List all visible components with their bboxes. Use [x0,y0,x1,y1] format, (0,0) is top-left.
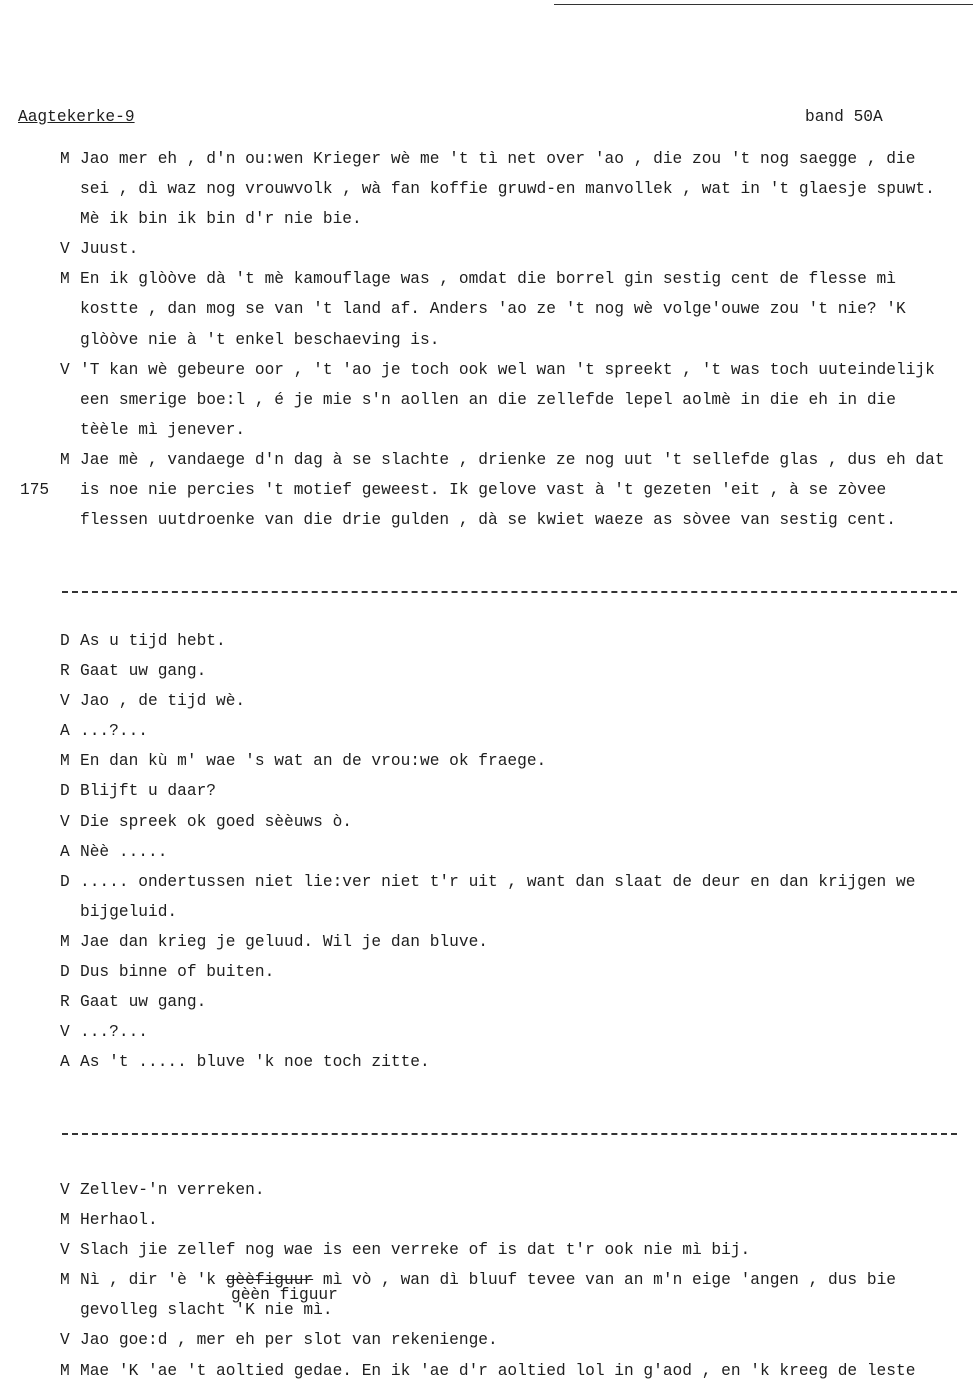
transcript-line [0,1209,973,1239]
transcript-section-3 [0,1179,973,1390]
transcript-line [0,419,973,449]
utterance-text: ...?... [80,722,148,741]
transcript-line [0,389,973,419]
speaker-label: M [60,150,70,168]
section-divider [62,591,957,593]
band-label: band 50A [805,108,883,126]
section-divider [62,1133,957,1135]
utterance-text: Herhaol. [80,1211,158,1230]
speaker-label: M [60,1361,70,1380]
transcript-line [0,841,973,871]
utterance-text: Gaat uw gang. [80,662,207,681]
utterance-text: Jao mer eh , d'n ou:wen Krieger wè me 't tì net over 'ao , die zou 't nog saegge , die [80,150,916,168]
utterance-text: Slach jie zellef nog wae is een verreke of is dat t'r ook nie mì bij. [80,1241,751,1260]
transcript-line [0,449,973,479]
transcript-line [0,1299,973,1329]
transcript-line [0,1051,973,1081]
transcript-line [0,238,973,268]
transcript-line [0,811,973,841]
utterance-text: Jae dan krieg je geluud. Wil je dan bluve. [80,932,488,951]
utterance-text: glòòve nie à 't enkel beschaeving is. [80,330,440,349]
speaker-label: D [60,872,70,891]
page-header [0,108,973,130]
transcript-line [0,720,973,750]
utterance-text: Mè ik bin ik bin d'r nie bie. [80,210,362,229]
utterance-text: gevolleg slacht 'K nie mì. [80,1301,333,1320]
transcript-line [0,1269,973,1299]
speaker-label: V [60,1241,70,1260]
transcript-line [0,1179,973,1209]
utterance-text: Jae mè , vandaege d'n dag à se slachte , drienke ze nog uut 't sellefde glas , dus eh dat [80,450,945,469]
utterance-text: kostte , dan mog se van 't land af. Anders 'ao ze 't nog wè volge'ouwe zou 't nie? 'K [80,300,906,319]
utterance-text: tèèle mì jenever. [80,420,246,439]
speaker-label: R [60,662,70,681]
transcript-line [0,268,973,298]
speaker-label: D [60,963,70,982]
utterance-text [80,1269,896,1291]
transcript-line [0,690,973,720]
transcript-line [0,1329,973,1359]
transcript-line [0,509,973,539]
transcript-line [0,630,973,660]
struck-text: gèèfiguur [225,1271,314,1290]
speaker-label: V [60,240,70,259]
transcript-section-1 [0,148,973,539]
speaker-label: M [60,1211,70,1230]
speaker-label: V [60,1181,70,1199]
speaker-label: A [60,722,70,741]
utterance-text: Zellev-'n verreken. [80,1181,265,1199]
transcript-line [0,931,973,961]
transcript-line [0,901,973,931]
transcript-line [0,991,973,1021]
utterance-text: En ik glòòve dà 't mè kamouflage was , omdat die borrel gin sestig cent de flesse mì [80,270,896,289]
speaker-label: D [60,632,70,650]
speaker-label: M [60,1271,70,1290]
utterance-text: Dus binne of buiten. [80,963,275,982]
transcript-line [0,359,973,389]
speaker-label: M [60,932,70,951]
transcript-section-2 [0,630,973,1081]
utterance-text-part: mì vò , wan dì bluuf tevee van an m'n eige 'angen , dus bie [313,1271,897,1290]
utterance-text: Mae 'K 'ae 't aoltied gedae. En ik 'ae d'r aoltied lol in g'aod , en 'k kreeg de leste [80,1361,916,1380]
utterance-text: Juust. [80,240,139,259]
utterance-text: Die spreek ok goed sèèuws ò. [80,812,352,831]
transcript-line [0,780,973,810]
speaker-label: A [60,842,70,861]
transcript-line [0,208,973,238]
speaker-label: V [60,360,70,379]
interlinear-correction: gèèn figuur [231,1286,338,1304]
line-number: 175 [20,481,50,500]
speaker-label: M [60,752,70,771]
document-id: Aagtekerke-9 [18,108,135,126]
utterance-text: Jao , de tijd wè. [80,692,246,711]
utterance-text: Nèè ..... [80,842,168,861]
transcript-line [0,329,973,359]
utterance-text: Blijft u daar? [80,782,216,801]
utterance-text: is noe nie percies 't motief geweest. Ik gelove vast à 't gezeten 'eit , à se zòvee [80,481,887,500]
transcript-line [0,298,973,328]
speaker-label: V [60,1331,70,1350]
utterance-text: Gaat uw gang. [80,993,207,1012]
transcript-line [0,479,973,509]
transcript-line [0,961,973,991]
transcript-line [0,148,973,178]
utterance-text: As 't ..... bluve 'k noe toch zitte. [80,1053,430,1072]
utterance-text: sei , dì waz nog vrouwvolk , wà fan koffie gruwd-en manvollek , wat in 't glaesje spuwt. [80,180,935,199]
transcript-line [0,1360,973,1390]
top-rule [554,4,973,5]
transcript-line [0,660,973,690]
transcript-line [0,750,973,780]
utterance-text: Jao goe:d , mer eh per slot van rekenienge. [80,1331,498,1350]
utterance-text: ..... ondertussen niet lie:ver niet t'r uit , want dan slaat de deur en dan krijgen we [80,872,916,891]
speaker-label: A [60,1053,70,1072]
transcript-line [0,871,973,901]
utterance-text-part: Nì , dir 'è 'k [80,1271,226,1290]
speaker-label: V [60,812,70,831]
utterance-text: een smerige boe:l , é je mie s'n aollen an die zellefde lepel aolmè in die eh in die [80,390,896,409]
speaker-label: V [60,1023,70,1042]
utterance-text: En dan kù m' wae 's wat an de vrou:we ok fraege. [80,752,547,771]
utterance-text: ...?... [80,1023,148,1042]
transcript-line [0,178,973,208]
speaker-label: R [60,993,70,1012]
utterance-text: flessen uutdroenke van die drie gulden , dà se kwiet waeze as sòvee van sestig cent. [80,511,896,530]
speaker-label: M [60,450,70,469]
utterance-text: bijgeluid. [80,902,178,921]
utterance-text: 'T kan wè gebeure oor , 't 'ao je toch ook wel wan 't spreekt , 't was toch uuteindelijk [80,360,935,379]
speaker-label: M [60,270,70,289]
transcript-line [0,1239,973,1269]
speaker-label: D [60,782,70,801]
utterance-text: As u tijd hebt. [80,632,226,650]
transcript-line [0,1021,973,1051]
speaker-label: V [60,692,70,711]
